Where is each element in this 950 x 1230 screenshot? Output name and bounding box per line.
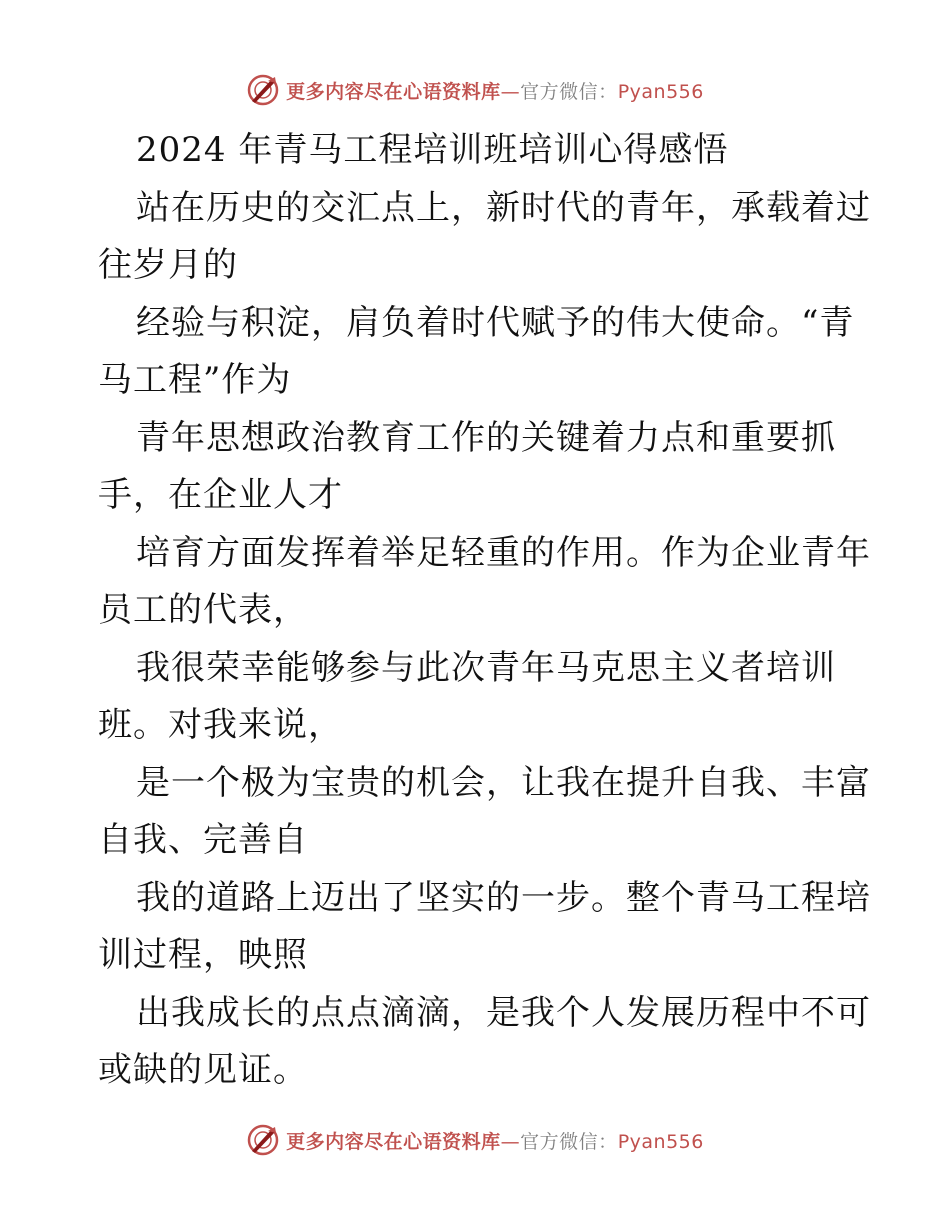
- paragraph-line: 往岁月的: [98, 245, 238, 285]
- banner-separator: ：: [598, 80, 618, 103]
- footer-banner: [0, 1120, 950, 1160]
- quill-seal-icon: [246, 1123, 280, 1157]
- paragraph-line: 站在历史的交汇点上，新时代的青年，承载着过: [136, 187, 871, 228]
- banner-wechat-id: Pyan556: [617, 80, 704, 103]
- header-banner: [0, 70, 950, 110]
- banner-wechat-id: Pyan556: [617, 1130, 704, 1153]
- banner-separator: ：: [598, 1130, 618, 1153]
- paragraph-line: 或缺的见证。: [98, 1050, 308, 1090]
- paragraph-line: 青年思想政治教育工作的关键着力点和重要抓: [136, 417, 836, 458]
- banner-main-text: 更多内容尽在心语资料库: [286, 80, 501, 103]
- paragraph-line: 手，在企业人才: [98, 475, 343, 515]
- paragraph-line: 是一个极为宝贵的机会，让我在提升自我、丰富: [136, 762, 871, 803]
- paragraph-line: 培育方面发挥着举足轻重的作用。作为企业青年: [136, 532, 871, 573]
- banner-text: [286, 77, 704, 104]
- banner-wechat-label: 官方微信: [520, 1130, 599, 1153]
- banner-dash: —: [500, 1130, 521, 1153]
- paragraph-line: 自我、完善自: [98, 820, 308, 860]
- paragraph-line: 我的道路上迈出了坚实的一步。整个青马工程培: [136, 877, 871, 918]
- document-title: 2024 年青马工程培训班培训心得感悟: [136, 130, 729, 170]
- banner-dash: —: [500, 80, 521, 103]
- banner-wechat-label: 官方微信: [520, 80, 599, 103]
- banner-main-text: 更多内容尽在心语资料库: [286, 1130, 501, 1153]
- paragraph-line: 我很荣幸能够参与此次青年马克思主义者培训: [136, 647, 836, 688]
- banner-text: [286, 1127, 704, 1154]
- paragraph-line: 训过程，映照: [98, 935, 308, 975]
- paragraph-line: 出我成长的点点滴滴，是我个人发展历程中不可: [136, 992, 871, 1033]
- paragraph-line: 马工程”作为: [98, 360, 292, 400]
- paragraph-line: 经验与积淀，肩负着时代赋予的伟大使命。“青: [136, 302, 855, 343]
- quill-seal-icon: [246, 73, 280, 107]
- document-body: [98, 122, 871, 1100]
- paragraph-line: 班。对我来说，: [98, 705, 343, 745]
- paragraph-line: 员工的代表，: [98, 590, 308, 630]
